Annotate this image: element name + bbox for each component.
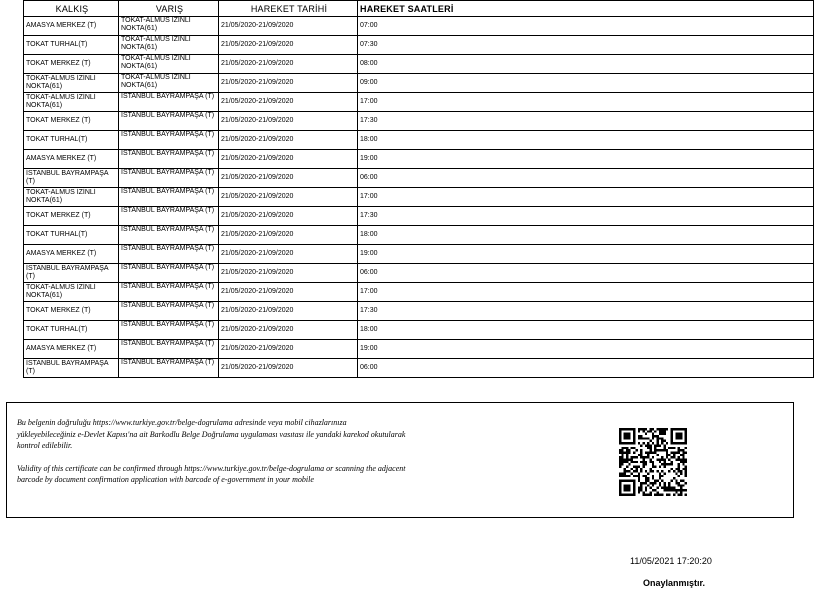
cell-arrival: İSTANBUL BAYRAMPAŞA (T) — [119, 188, 219, 207]
cell-departure: İSTANBUL BAYRAMPAŞA (T) — [24, 264, 119, 283]
verification-box — [6, 402, 794, 518]
cell-departure: TOKAT-ALMUS İZİNLİ NOKTA(61) — [24, 93, 119, 112]
cell-arrival: İSTANBUL BAYRAMPAŞA (T) — [119, 207, 219, 226]
table-row — [24, 264, 814, 283]
cell-date: 21/05/2020-21/09/2020 — [219, 359, 358, 378]
cell-departure: TOKAT MERKEZ (T) — [24, 302, 119, 321]
cell-arrival: İSTANBUL BAYRAMPAŞA (T) — [119, 283, 219, 302]
approval-status: Onaylanmıştır. — [643, 578, 706, 588]
cell-time: 06:00 — [358, 359, 814, 378]
cell-arrival: İSTANBUL BAYRAMPAŞA (T) — [119, 226, 219, 245]
table-row — [24, 359, 814, 378]
table-row — [24, 245, 814, 264]
table-row — [24, 340, 814, 359]
cell-time: 17:00 — [358, 283, 814, 302]
cell-departure: TOKAT MERKEZ (T) — [24, 112, 119, 131]
cell-date: 21/05/2020-21/09/2020 — [219, 321, 358, 340]
cell-arrival: İSTANBUL BAYRAMPAŞA (T) — [119, 131, 219, 150]
cell-date: 21/05/2020-21/09/2020 — [219, 112, 358, 131]
cell-date: 21/05/2020-21/09/2020 — [219, 93, 358, 112]
cell-time: 17:30 — [358, 207, 814, 226]
table-row — [24, 55, 814, 74]
table-row — [24, 188, 814, 207]
cell-arrival: İSTANBUL BAYRAMPAŞA (T) — [119, 150, 219, 169]
cell-arrival: TOKAT-ALMUS İZİNLİ NOKTA(61) — [119, 17, 219, 36]
cell-arrival: TOKAT-ALMUS İZİNLİ NOKTA(61) — [119, 74, 219, 93]
cell-arrival: İSTANBUL BAYRAMPAŞA (T) — [119, 302, 219, 321]
cell-arrival: İSTANBUL BAYRAMPAŞA (T) — [119, 93, 219, 112]
cell-time: 19:00 — [358, 340, 814, 359]
verification-text-turkish: Bu belgenin doğruluğu https://www.turkiye.gov.tr/belge-dogrulama adresinde veya mobil cihazlarınıza yükleyebileceğiniz e-Devlet Kapısı'na ait Barkodlu Belge Doğrulama uygulaması vasıtası ile yandaki karekod okutularak kontrol edilebilir. — [17, 418, 406, 450]
cell-time: 06:00 — [358, 264, 814, 283]
cell-time: 18:00 — [358, 321, 814, 340]
cell-time: 18:00 — [358, 226, 814, 245]
table-row — [24, 321, 814, 340]
cell-time: 06:00 — [358, 169, 814, 188]
cell-arrival: İSTANBUL BAYRAMPAŞA (T) — [119, 321, 219, 340]
cell-departure: AMASYA MERKEZ (T) — [24, 150, 119, 169]
cell-time: 17:30 — [358, 112, 814, 131]
cell-departure: TOKAT-ALMUS İZİNLİ NOKTA(61) — [24, 188, 119, 207]
cell-date: 21/05/2020-21/09/2020 — [219, 264, 358, 283]
cell-departure: TOKAT-ALMUS İZİNLİ NOKTA(61) — [24, 283, 119, 302]
table-row — [24, 302, 814, 321]
cell-date: 21/05/2020-21/09/2020 — [219, 169, 358, 188]
cell-arrival: İSTANBUL BAYRAMPAŞA (T) — [119, 169, 219, 188]
cell-departure: AMASYA MERKEZ (T) — [24, 245, 119, 264]
table-row — [24, 74, 814, 93]
cell-date: 21/05/2020-21/09/2020 — [219, 226, 358, 245]
cell-time: 17:30 — [358, 302, 814, 321]
cell-date: 21/05/2020-21/09/2020 — [219, 207, 358, 226]
table-row — [24, 36, 814, 55]
verification-text — [17, 417, 407, 486]
schedule-table — [23, 0, 814, 378]
header-times: HAREKET SAATLERİ — [358, 1, 814, 17]
cell-arrival: TOKAT-ALMUS İZİNLİ NOKTA(61) — [119, 55, 219, 74]
cell-time: 09:00 — [358, 74, 814, 93]
table-row — [24, 226, 814, 245]
cell-departure: TOKAT TURHAL(T) — [24, 321, 119, 340]
header-departure: KALKIŞ — [24, 1, 119, 17]
cell-arrival: İSTANBUL BAYRAMPAŞA (T) — [119, 112, 219, 131]
cell-departure: TOKAT TURHAL(T) — [24, 226, 119, 245]
cell-date: 21/05/2020-21/09/2020 — [219, 55, 358, 74]
header-date: HAREKET TARİHİ — [219, 1, 358, 17]
cell-time: 19:00 — [358, 245, 814, 264]
cell-date: 21/05/2020-21/09/2020 — [219, 283, 358, 302]
table-row — [24, 112, 814, 131]
cell-departure: TOKAT-ALMUS İZİNLİ NOKTA(61) — [24, 74, 119, 93]
cell-time: 17:00 — [358, 188, 814, 207]
cell-date: 21/05/2020-21/09/2020 — [219, 36, 358, 55]
table-row — [24, 169, 814, 188]
cell-time: 07:00 — [358, 17, 814, 36]
table-row — [24, 131, 814, 150]
cell-departure: İSTANBUL BAYRAMPAŞA (T) — [24, 169, 119, 188]
cell-date: 21/05/2020-21/09/2020 — [219, 150, 358, 169]
cell-time: 07:30 — [358, 36, 814, 55]
cell-time: 19:00 — [358, 150, 814, 169]
cell-date: 21/05/2020-21/09/2020 — [219, 131, 358, 150]
table-row — [24, 207, 814, 226]
qr-code-icon — [619, 428, 687, 496]
cell-arrival: İSTANBUL BAYRAMPAŞA (T) — [119, 359, 219, 378]
verification-text-english: Validity of this certificate can be confirmed through https://www.turkiye.gov.tr/belge-dogrulama or scanning the adjacent barcode by document confirmation application with barcode of e-government in your mobile — [17, 463, 406, 484]
table-row — [24, 17, 814, 36]
cell-time: 18:00 — [358, 131, 814, 150]
cell-time: 17:00 — [358, 93, 814, 112]
table-header-row — [24, 1, 814, 17]
cell-date: 21/05/2020-21/09/2020 — [219, 302, 358, 321]
cell-departure: TOKAT MERKEZ (T) — [24, 207, 119, 226]
schedule-body — [24, 17, 814, 378]
cell-arrival: İSTANBUL BAYRAMPAŞA (T) — [119, 340, 219, 359]
cell-departure: TOKAT MERKEZ (T) — [24, 55, 119, 74]
cell-departure: TOKAT TURHAL(T) — [24, 131, 119, 150]
cell-departure: İSTANBUL BAYRAMPAŞA (T) — [24, 359, 119, 378]
cell-arrival: İSTANBUL BAYRAMPAŞA (T) — [119, 245, 219, 264]
cell-time: 08:00 — [358, 55, 814, 74]
cell-departure: AMASYA MERKEZ (T) — [24, 340, 119, 359]
cell-arrival: İSTANBUL BAYRAMPAŞA (T) — [119, 264, 219, 283]
table-row — [24, 93, 814, 112]
cell-date: 21/05/2020-21/09/2020 — [219, 17, 358, 36]
approval-timestamp: 11/05/2021 17:20:20 — [630, 556, 712, 566]
cell-date: 21/05/2020-21/09/2020 — [219, 245, 358, 264]
cell-arrival: TOKAT-ALMUS İZİNLİ NOKTA(61) — [119, 36, 219, 55]
cell-departure: TOKAT TURHAL(T) — [24, 36, 119, 55]
cell-date: 21/05/2020-21/09/2020 — [219, 188, 358, 207]
cell-date: 21/05/2020-21/09/2020 — [219, 74, 358, 93]
header-arrival: VARIŞ — [119, 1, 219, 17]
cell-departure: AMASYA MERKEZ (T) — [24, 17, 119, 36]
table-row — [24, 283, 814, 302]
cell-date: 21/05/2020-21/09/2020 — [219, 340, 358, 359]
table-row — [24, 150, 814, 169]
